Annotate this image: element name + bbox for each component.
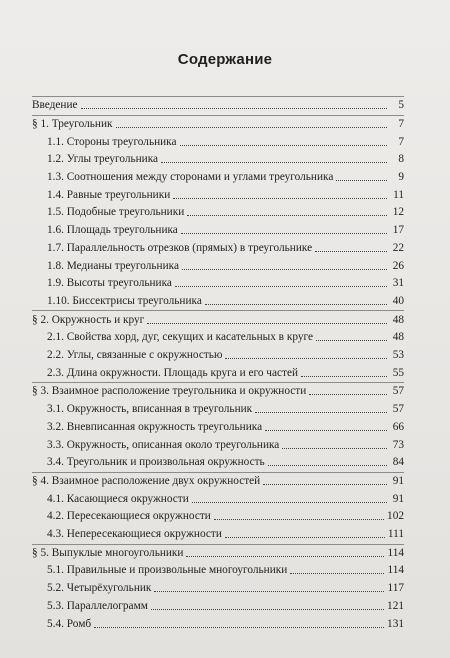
dot-leader [290, 573, 384, 574]
table-of-contents [32, 96, 404, 633]
toc-entry-page-number: 26 [392, 259, 404, 272]
toc-entry-title: 2.2. Углы, связанные с окружностью [47, 349, 223, 362]
toc-entry-title: 1.4. Равные треугольники [47, 188, 171, 201]
toc-entry-page-number: 9 [398, 171, 404, 183]
dot-leader [154, 591, 384, 592]
toc-entry-page-number: 31 [392, 277, 404, 290]
toc-entry-title: 1.6. Площадь треугольника [47, 224, 178, 237]
dot-leader [316, 340, 387, 341]
toc-entry-page-number: 17 [392, 224, 404, 237]
toc-subsection-entry[interactable] [32, 580, 404, 595]
toc-subsection-entry[interactable] [32, 204, 404, 219]
toc-entry-page-number: 121 [387, 599, 404, 612]
dot-leader [151, 609, 384, 610]
toc-subsection-entry[interactable] [32, 365, 404, 380]
dot-leader [181, 233, 387, 234]
toc-section-entry[interactable] [32, 115, 404, 131]
toc-entry-title: 1.10. Биссектрисы треугольника [47, 294, 202, 307]
toc-subsection-entry[interactable] [32, 222, 404, 237]
toc-entry-page-number: 55 [392, 366, 404, 379]
dot-leader [182, 269, 387, 270]
toc-entry-title: § 2. Окружность и круг [32, 313, 145, 326]
toc-entry-page-number: 11 [393, 188, 404, 201]
toc-entry-title: 1.5. Подобные треугольники [47, 206, 185, 219]
toc-subsection-entry[interactable] [32, 490, 404, 505]
toc-entry-title: 4.1. Касающиеся окружности [47, 492, 189, 505]
toc-subsection-entry[interactable] [32, 401, 404, 416]
toc-subsection-entry[interactable] [32, 329, 404, 344]
toc-subsection-entry[interactable] [32, 187, 404, 202]
dot-leader [225, 537, 385, 538]
toc-entry-title: 1.2. Углы треугольника [47, 153, 159, 166]
toc-subsection-entry[interactable] [32, 133, 404, 148]
dot-leader [336, 180, 387, 181]
toc-entry-page-number: 131 [387, 617, 404, 630]
toc-entry-title: 4.3. Непересекающиеся окружности [47, 528, 222, 541]
dot-leader [309, 394, 387, 395]
toc-entry-title: 5.4. Ромб [47, 617, 92, 630]
toc-entry-page-number: 48 [392, 313, 404, 326]
toc-section-entry[interactable] [32, 472, 404, 488]
toc-subsection-entry[interactable] [32, 508, 404, 523]
dot-leader [180, 145, 387, 146]
dot-leader [225, 358, 387, 359]
toc-section-entry[interactable] [32, 382, 404, 398]
toc-entry-page-number: 48 [392, 331, 404, 344]
toc-entry-title: Введение [32, 99, 78, 112]
toc-entry-page-number: 114 [387, 564, 404, 577]
dot-leader [81, 108, 387, 109]
dot-leader [205, 304, 387, 305]
toc-entry-page-number: 117 [387, 582, 404, 595]
toc-subsection-entry[interactable] [32, 436, 404, 451]
toc-entry-page-number: 22 [392, 241, 404, 254]
dot-leader [268, 465, 387, 466]
toc-entry-title: § 4. Взаимное расположение двух окружностей [32, 474, 261, 487]
toc-entry-page-number: 114 [387, 546, 404, 559]
dot-leader [255, 412, 387, 413]
toc-subsection-entry[interactable] [32, 257, 404, 272]
toc-entry-page-number: 7 [398, 135, 404, 148]
dot-leader [263, 484, 387, 485]
toc-entry-title: § 3. Взаимное расположение треугольника и окружности [32, 385, 307, 398]
dot-leader [315, 251, 387, 252]
dot-leader [175, 286, 387, 287]
toc-subsection-entry[interactable] [32, 151, 404, 166]
toc-entry-page-number: 8 [398, 153, 404, 166]
toc-entry-title: 1.8. Медианы треугольника [47, 259, 179, 272]
dot-leader [265, 430, 387, 431]
toc-subsection-entry[interactable] [32, 454, 404, 469]
toc-entry-page-number: 40 [392, 294, 404, 307]
toc-section-entry[interactable] [32, 96, 404, 112]
toc-subsection-entry[interactable] [32, 562, 404, 577]
toc-section-entry[interactable] [32, 544, 404, 560]
toc-entry-title: 3.2. Вневписанная окружность треугольника [47, 420, 263, 433]
dot-leader [173, 198, 387, 199]
toc-entry-page-number: 102 [387, 510, 404, 523]
dot-leader [282, 448, 387, 449]
toc-subsection-entry[interactable] [32, 293, 404, 308]
toc-subsection-entry[interactable] [32, 598, 404, 613]
toc-entry-title: 1.7. Параллельность отрезков (прямых) в треугольнике [47, 241, 313, 254]
toc-subsection-entry[interactable] [32, 240, 404, 255]
toc-entry-page-number: 5 [398, 99, 404, 112]
toc-entry-page-number: 84 [392, 456, 404, 469]
toc-entry-title: 4.2. Пересекающиеся окружности [47, 510, 211, 523]
toc-entry-page-number: 57 [392, 385, 404, 398]
toc-entry-title: 5.3. Параллелограмм [47, 599, 148, 612]
toc-entry-page-number: 91 [392, 492, 404, 505]
dot-leader [214, 519, 384, 520]
dot-leader [186, 556, 384, 557]
dot-leader [116, 127, 388, 128]
toc-entry-title: 3.3. Окружность, описанная около треугольника [47, 438, 280, 451]
toc-entry-title: 5.1. Правильные и произвольные многоугольники [47, 564, 288, 577]
toc-entry-page-number: 53 [392, 349, 404, 362]
dot-leader [147, 323, 387, 324]
toc-entry-title: 5.2. Четырёхугольник [47, 582, 152, 595]
toc-entry-title: 1.9. Высоты треугольника [47, 277, 172, 290]
toc-entry-page-number: 66 [392, 420, 404, 433]
page-title: Содержание [177, 51, 273, 68]
toc-subsection-entry[interactable] [32, 275, 404, 290]
toc-entry-page-number: 91 [392, 474, 404, 487]
toc-entry-title: § 5. Выпуклые многоугольники [32, 546, 184, 559]
dot-leader [94, 627, 384, 628]
toc-entry-title: 2.1. Свойства хорд, дуг, секущих и касательных в круге [47, 331, 313, 344]
toc-entry-title: 3.4. Треугольник и произвольная окружность [47, 456, 265, 469]
toc-entry-title: 2.3. Длина окружности. Площадь круга и его частей [47, 366, 299, 379]
toc-entry-title: 3.1. Окружность, вписанная в треугольник [47, 403, 253, 416]
dot-leader [161, 162, 387, 163]
toc-subsection-entry[interactable] [32, 419, 404, 434]
toc-subsection-entry[interactable] [32, 615, 404, 630]
toc-entry-page-number: 57 [392, 403, 404, 416]
dot-leader [192, 502, 387, 503]
toc-subsection-entry[interactable] [32, 347, 404, 362]
toc-section-entry[interactable] [32, 310, 404, 326]
toc-entry-page-number: 12 [392, 206, 404, 219]
toc-entry-title: 1.1. Стороны треугольника [47, 135, 177, 148]
toc-entry-page-number: 73 [392, 438, 404, 451]
toc-entry-page-number: 111 [387, 528, 404, 541]
toc-entry-page-number: 7 [398, 117, 404, 130]
dot-leader [301, 376, 387, 377]
toc-subsection-entry[interactable] [32, 526, 404, 541]
toc-subsection-entry[interactable] [32, 169, 404, 184]
toc-entry-title: § 1. Треугольник [32, 117, 113, 130]
dot-leader [187, 215, 387, 216]
toc-entry-title: 1.3. Соотношения между сторонами и углами треугольника [47, 171, 334, 183]
